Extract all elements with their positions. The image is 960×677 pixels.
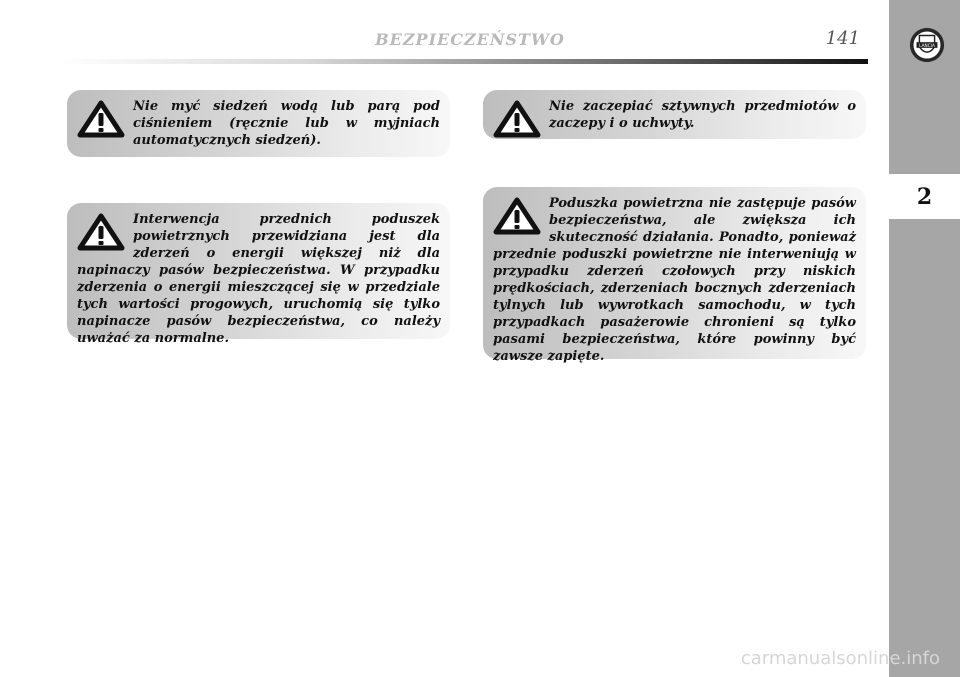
warning-box — [483, 90, 866, 139]
warning-box — [67, 90, 450, 157]
warning-triangle-icon — [493, 197, 541, 235]
warning-text: Interwencja przednich poduszek powietrznych przewidziana jest dla zderzeń o energii większej niż dla napinaczy pasów bezpieczeństwa. W przypadku zderzenia o energii mieszczącej się w przedziale tych wartości progowych, uruchomią się tylko napinacze pasów bezpieczeństwa, co należy uważać za normalne. — [77, 212, 440, 346]
warning-box — [67, 203, 450, 346]
warning-triangle-icon — [77, 213, 125, 251]
lancia-logo — [908, 26, 946, 64]
warning-text: Poduszka powietrzna nie zastępuje pasów bezpieczeństwa, ale zwiększa ich skuteczność działania. Ponadto, ponieważ przednie poduszki powietrzne nie interweniują w przypadku zderzeń czołowych przy niskich prędkościach, zderzeniach bocznych zderzeniach tylnych lub wywrotkach samochodu, w tych przypadkach pasażerowie chronieni są tylko pasami bezpieczeństwa, które powinny być zawsze zapięte. — [493, 196, 856, 364]
warning-box — [483, 187, 866, 364]
warning-triangle-icon — [77, 100, 125, 138]
sidebar — [889, 0, 960, 677]
warning-triangle-icon — [493, 100, 541, 138]
page-number: 141 — [825, 28, 860, 49]
watermark: carmanualsonline.info — [740, 648, 940, 669]
warning-text: Nie zaczepiać sztywnych przedmiotów o zaczepy i o uchwyty. — [549, 99, 856, 131]
warning-text: Nie myć siedzeń wodą lub parą pod ciśnieniem (ręcznie lub w myjniach automatycznych siedzeń). — [133, 99, 440, 148]
page-title: BEZPIECZEŃSTWO — [375, 30, 565, 49]
logo-wordmark: LANCIA — [919, 43, 935, 49]
section-tab: 2 — [889, 174, 960, 219]
header-rule — [60, 59, 868, 64]
